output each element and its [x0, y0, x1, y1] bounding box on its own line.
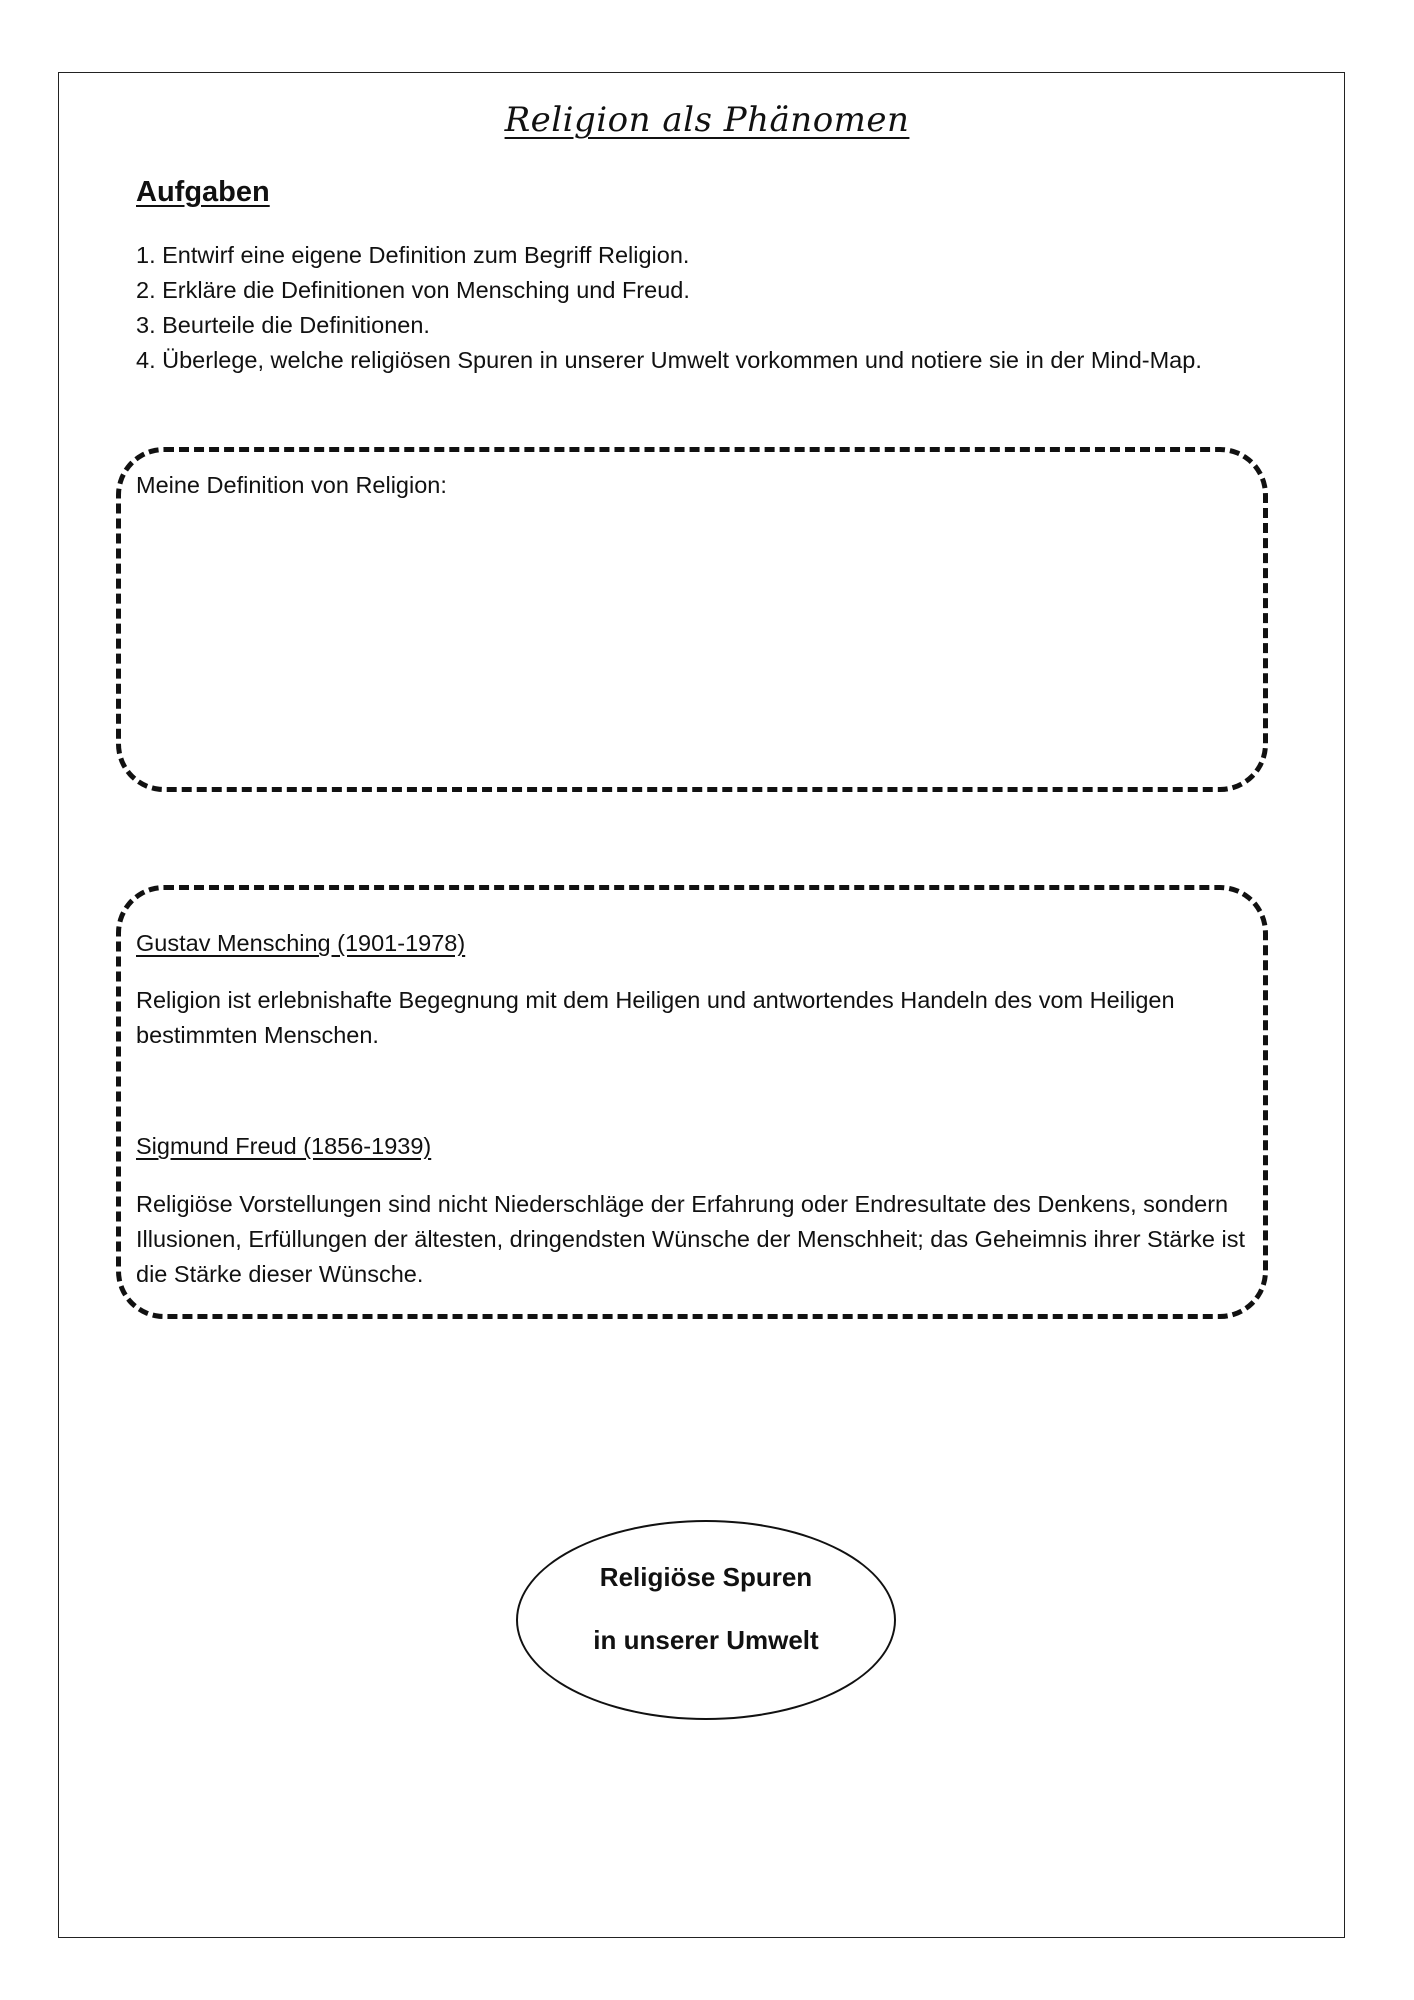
mindmap-center-ellipse [516, 1520, 896, 1720]
page-title [0, 100, 1414, 140]
mindmap-center-line2: in unserer Umwelt [593, 1625, 819, 1655]
freud-definition: Religiöse Vorstellungen sind nicht Niederschläge der Erfahrung oder Endresultate des Denkens, sondern Illusionen, Erfüllungen der ältesten, dringendsten Wünsche der Menschheit; das Geheimnis ihrer Stärke ist die Stärke dieser Wünsche. [136, 1191, 1246, 1287]
mensching-definition: Religion ist erlebnishafte Begegnung mit dem Heiligen und antwortendes Handeln des vom Heiligen bestimmten Menschen. [136, 987, 1175, 1048]
mindmap-center-line1: Religiöse Spuren [599, 1562, 813, 1592]
task-list [136, 238, 1292, 378]
own-definition-label: Meine Definition von Religion: [136, 472, 447, 498]
tasks-heading: Aufgaben [136, 176, 270, 208]
task-item: 3. Beurteile die Definitionen. [136, 312, 430, 338]
page-title-text: Religion als Phänomen [504, 100, 910, 140]
freud-name: Sigmund Freud (1856-1939) [136, 1133, 432, 1159]
task-item: 4. Überlege, welche religiösen Spuren in unserer Umwelt vorkommen und notiere sie in der Mind-Map. [136, 347, 1202, 373]
task-item: 1. Entwirf eine eigene Definition zum Begriff Religion. [136, 242, 690, 268]
task-item: 2. Erkläre die Definitionen von Mensching und Freud. [136, 277, 690, 303]
mensching-name: Gustav Mensching (1901-1978) [136, 930, 466, 956]
